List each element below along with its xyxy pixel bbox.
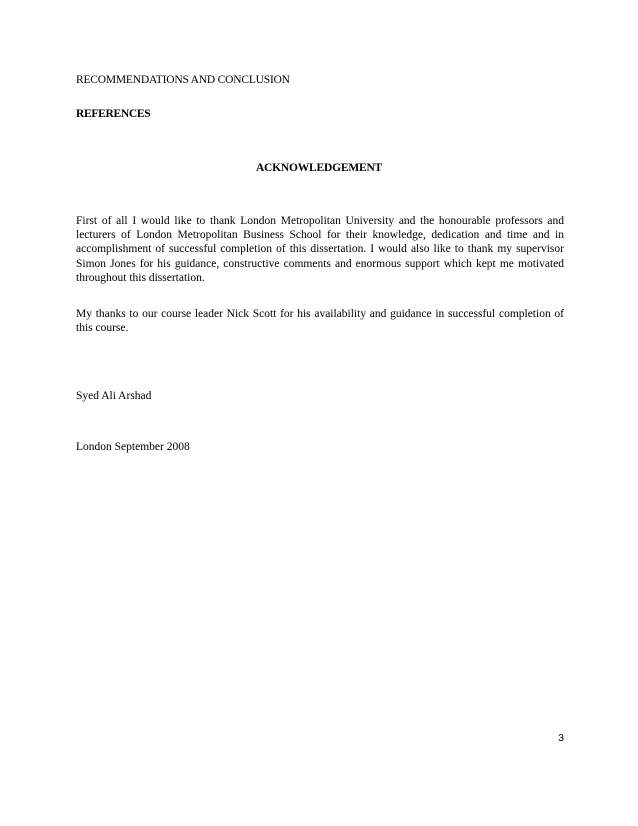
page-number: 3 (558, 732, 564, 744)
toc-item-references: REFERENCES (76, 108, 151, 120)
acknowledgement-paragraph-2: My thanks to our course leader Nick Scott for his availability and guidance in successful completion of this course. (76, 308, 564, 335)
page-title: ACKNOWLEDGEMENT (255, 162, 383, 174)
author-name: Syed Ali Arshad (76, 390, 152, 402)
toc-item-recommendations: RECOMMENDATIONS AND CONCLUSION (76, 74, 290, 86)
acknowledgement-paragraph-1: First of all I would like to thank London Metropolitan University and the honourable professors and lecturers of London Metropolitan Business School for their knowledge, dedication and time and in accomplishment of successful completion of this dissertation. I would also like to thank my supervisor Simon Jones for his guidance, constructive comments and enormous support which kept me motivated throughout this dissertation. (76, 215, 564, 284)
place-and-date: London September 2008 (76, 441, 190, 453)
